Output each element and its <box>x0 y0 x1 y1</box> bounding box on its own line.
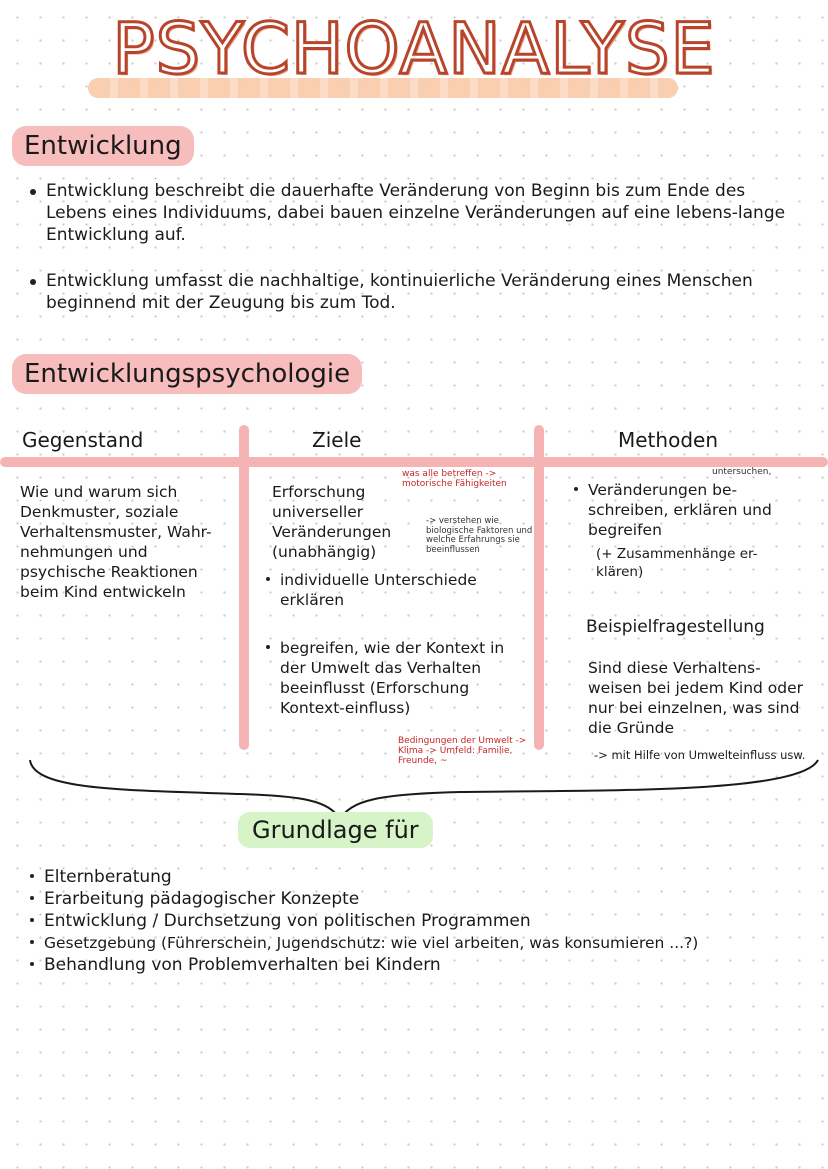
bullet-dot <box>30 918 34 922</box>
bullet-text: Entwicklung / Durchsetzung von politischen Programmen <box>44 911 531 931</box>
list-item <box>30 954 810 976</box>
ziele-item-3-row <box>266 638 522 718</box>
page-title: PSYCHOANALYSE <box>112 8 716 90</box>
list-item <box>30 910 810 932</box>
list-item <box>30 180 790 246</box>
bullet-text: Gesetzgebung (Führerschein, Jugendschutz: wie viel arbeiten, was konsumieren ...?) <box>44 934 699 952</box>
title-area <box>0 0 828 110</box>
bullet-dot <box>30 874 34 878</box>
bullet-text: Elternberatung <box>44 867 172 887</box>
list-item <box>30 932 810 954</box>
bullet-dot <box>266 577 270 581</box>
beispiel-sub: -> mit Hilfe von Umwelteinfluss usw. <box>594 748 806 762</box>
methoden-note-top: untersuchen, <box>712 467 772 477</box>
section-heading-entwicklungspsychologie: Entwicklungspsychologie <box>12 354 362 394</box>
ziele-note-item-1: -> verstehen wie biologische Faktoren und welche Erfahrungs sie beeinflussen <box>426 516 533 555</box>
ziele-item-2: individuelle Unterschiede erklären <box>280 571 477 609</box>
methoden-item-1-sub: (+ Zusammenhänge er-klären) <box>596 546 758 580</box>
bullet-dot <box>30 189 36 195</box>
table-horizontal-line <box>0 457 828 467</box>
beispiel-text: Sind diese Verhaltens-weisen bei jedem Kind oder nur bei einzelnen, was sind die Gründe <box>588 659 804 737</box>
bullet-text: Entwicklung beschreibt die dauerhafte Veränderung von Beginn bis zum Ende des Lebens eines Individuums, dabei bauen einzelne Veränderungen auf eine lebens-lange Entwicklung auf. <box>46 181 786 245</box>
gegenstand-text: Wie und warum sich Denkmuster, soziale Verhaltensmuster, Wahr-nehmungen und psychische Reaktionen beim Kind entwickeln <box>20 483 212 601</box>
bullet-dot <box>30 896 34 900</box>
bullet-dot <box>30 962 34 966</box>
ziele-item-1: Erforschung universeller Veränderungen (unabhängig) <box>272 483 392 561</box>
curly-brace <box>0 750 828 820</box>
list-item <box>30 866 810 888</box>
ziele-note-top: was alle betreffen -> motorische Fähigkeiten <box>402 469 507 489</box>
methoden-item-1: Veränderungen be-schreiben, erklären und begreifen <box>588 481 772 539</box>
ziele-item-2-row <box>266 570 528 610</box>
list-item <box>30 888 810 910</box>
methoden-item-1-row <box>574 480 790 540</box>
bullet-text: Erarbeitung pädagogischer Konzepte <box>44 889 360 909</box>
beispiel-heading: Beispielfragestellung <box>586 617 765 637</box>
section-heading-grundlage: Grundlage für <box>238 812 433 848</box>
grundlage-bullets <box>30 866 810 976</box>
column-header-ziele: Ziele <box>312 428 362 452</box>
section-heading-entwicklung: Entwicklung <box>12 126 194 166</box>
table-divider-1 <box>239 425 249 750</box>
bullet-dot <box>574 487 578 491</box>
entwicklung-bullets <box>30 180 790 314</box>
ziele-note-item-3: Bedingungen der Umwelt -> Klima -> Umfeld: Familie, Freunde, ~ <box>398 736 527 766</box>
column-header-methoden: Methoden <box>618 428 718 452</box>
bullet-dot <box>30 279 36 285</box>
list-item <box>30 270 790 314</box>
bullet-dot <box>30 940 34 944</box>
column-header-gegenstand: Gegenstand <box>22 428 144 452</box>
bullet-text: Entwicklung umfasst die nachhaltige, kontinuierliche Veränderung eines Menschen beginnend mit der Zeugung bis zum Tod. <box>46 271 753 313</box>
ziele-item-3: begreifen, wie der Kontext in der Umwelt das Verhalten beeinflusst (Erforschung Kontext-einfluss) <box>280 639 505 717</box>
bullet-dot <box>266 645 270 649</box>
bullet-text: Behandlung von Problemverhalten bei Kindern <box>44 955 441 975</box>
